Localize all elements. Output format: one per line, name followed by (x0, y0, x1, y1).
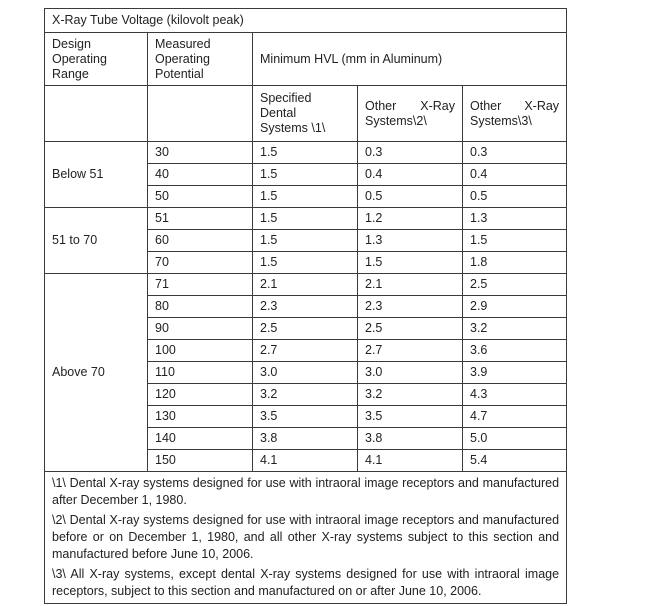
dental-hvl-cell: 1.5 (253, 142, 358, 164)
kvp-cell: 150 (148, 450, 253, 472)
other2-hvl-cell: 2.7 (358, 340, 463, 362)
other3-hvl-cell: 3.9 (463, 362, 567, 384)
other3-hvl-cell: 2.5 (463, 274, 567, 296)
dental-hvl-cell: 2.5 (253, 318, 358, 340)
table-row (45, 208, 567, 230)
other3-hvl-cell: 4.7 (463, 406, 567, 428)
other3-hvl-cell: 5.0 (463, 428, 567, 450)
other2-hvl-cell: 0.3 (358, 142, 463, 164)
other3-hvl-cell: 2.9 (463, 296, 567, 318)
dental-hvl-cell: 4.1 (253, 450, 358, 472)
other2-hvl-cell: 2.3 (358, 296, 463, 318)
header-other-3: Other X-Ray Systems\3\ (463, 86, 567, 142)
dental-hvl-cell: 2.7 (253, 340, 358, 362)
kvp-cell: 80 (148, 296, 253, 318)
kvp-cell: 40 (148, 164, 253, 186)
range-cell: Above 70 (45, 274, 148, 472)
other2-hvl-cell: 3.0 (358, 362, 463, 384)
other3-hvl-cell: 5.4 (463, 450, 567, 472)
kvp-cell: 110 (148, 362, 253, 384)
kvp-cell: 70 (148, 252, 253, 274)
other3-hvl-cell: 0.5 (463, 186, 567, 208)
header-row-2 (45, 86, 567, 142)
other2-hvl-cell: 3.8 (358, 428, 463, 450)
header-row-1 (45, 33, 567, 86)
kvp-cell: 51 (148, 208, 253, 230)
other3-hvl-cell: 3.2 (463, 318, 567, 340)
header-other-2: Other X-Ray Systems\2\ (358, 86, 463, 142)
header-measured-potential: Measured Operating Potential (148, 33, 253, 86)
hvl-table (44, 8, 567, 604)
kvp-cell: 50 (148, 186, 253, 208)
dental-hvl-cell: 1.5 (253, 164, 358, 186)
table-row (45, 142, 567, 164)
kvp-cell: 30 (148, 142, 253, 164)
header-empty-2 (148, 86, 253, 142)
dental-hvl-cell: 3.8 (253, 428, 358, 450)
dental-hvl-cell: 1.5 (253, 252, 358, 274)
table-title: X-Ray Tube Voltage (kilovolt peak) (45, 9, 567, 33)
other3-hvl-cell: 0.4 (463, 164, 567, 186)
other3-hvl-cell: 4.3 (463, 384, 567, 406)
header-min-hvl: Minimum HVL (mm in Aluminum) (253, 33, 567, 86)
other3-hvl-cell: 0.3 (463, 142, 567, 164)
range-cell: Below 51 (45, 142, 148, 208)
kvp-cell: 130 (148, 406, 253, 428)
other3-hvl-cell: 1.8 (463, 252, 567, 274)
other3-hvl-cell: 3.6 (463, 340, 567, 362)
dental-hvl-cell: 2.3 (253, 296, 358, 318)
header-design-range: Design Operating Range (45, 33, 148, 86)
other2-hvl-cell: 0.5 (358, 186, 463, 208)
table-row (45, 274, 567, 296)
other2-hvl-cell: 1.3 (358, 230, 463, 252)
kvp-cell: 140 (148, 428, 253, 450)
dental-hvl-cell: 3.2 (253, 384, 358, 406)
table-title-row (45, 9, 567, 33)
kvp-cell: 100 (148, 340, 253, 362)
footnote-3: \3\ All X-ray systems, except dental X-ray systems designed for use with intraoral image receptors, subject to this section and manufactured on or after June 10, 2006. (52, 567, 560, 598)
dental-hvl-cell: 3.5 (253, 406, 358, 428)
dental-hvl-cell: 1.5 (253, 208, 358, 230)
other2-hvl-cell: 2.1 (358, 274, 463, 296)
header-specified-dental: Specified Dental Systems \1\ (253, 86, 358, 142)
other2-hvl-cell: 3.5 (358, 406, 463, 428)
dental-hvl-cell: 2.1 (253, 274, 358, 296)
footnote-1: \1\ Dental X-ray systems designed for use with intraoral image receptors and manufactured after December 1, 1980. (52, 476, 560, 507)
other3-hvl-cell: 1.5 (463, 230, 567, 252)
dental-hvl-cell: 3.0 (253, 362, 358, 384)
kvp-cell: 71 (148, 274, 253, 296)
footnotes-row (45, 472, 567, 604)
kvp-cell: 120 (148, 384, 253, 406)
other3-hvl-cell: 1.3 (463, 208, 567, 230)
dental-hvl-cell: 1.5 (253, 230, 358, 252)
other2-hvl-cell: 4.1 (358, 450, 463, 472)
kvp-cell: 90 (148, 318, 253, 340)
footnote-2: \2\ Dental X-ray systems designed for use with intraoral image receptors and manufactured before or on December 1, 1980, and all other X-ray systems subject to this section and manufactured before June 10, 2006. (52, 513, 560, 561)
range-cell: 51 to 70 (45, 208, 148, 274)
other2-hvl-cell: 0.4 (358, 164, 463, 186)
dental-hvl-cell: 1.5 (253, 186, 358, 208)
other2-hvl-cell: 1.2 (358, 208, 463, 230)
other2-hvl-cell: 2.5 (358, 318, 463, 340)
other2-hvl-cell: 3.2 (358, 384, 463, 406)
footnotes (45, 472, 567, 604)
other2-hvl-cell: 1.5 (358, 252, 463, 274)
header-empty-1 (45, 86, 148, 142)
kvp-cell: 60 (148, 230, 253, 252)
